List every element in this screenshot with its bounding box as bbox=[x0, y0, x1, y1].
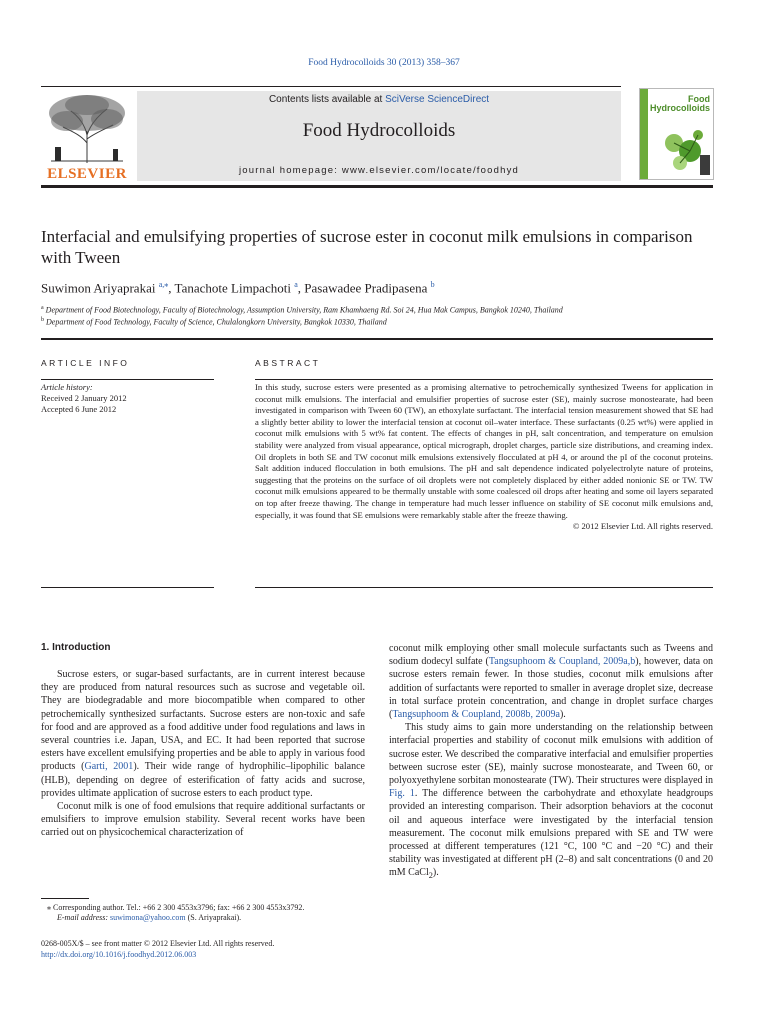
article-info-bottom-rule bbox=[41, 587, 214, 588]
body-left-column bbox=[41, 668, 365, 840]
title-block-rule bbox=[41, 338, 713, 340]
citation-link[interactable]: Garti, 2001 bbox=[84, 761, 134, 773]
contents-available-line: Contents lists available at SciVerse ScienceDirect bbox=[268, 94, 490, 105]
accepted-date: Accepted 6 June 2012 bbox=[41, 404, 117, 414]
body-right-column bbox=[389, 642, 713, 883]
publisher-name[interactable]: ELSEVIER bbox=[47, 166, 127, 182]
cover-title: Food Hydrocolloids bbox=[649, 94, 710, 113]
article-history-label: Article history: bbox=[41, 382, 93, 392]
article-title: Interfacial and emulsifying properties of sucrose ester in coconut milk emulsions in comparison with Tween bbox=[41, 227, 693, 267]
journal-homepage[interactable]: journal homepage: www.elsevier.com/locate/foodhyd bbox=[238, 165, 520, 176]
abstract-bottom-rule bbox=[255, 587, 713, 588]
footnote-rule bbox=[41, 898, 89, 899]
introduction-heading: 1. Introduction bbox=[41, 642, 111, 653]
article-info-heading: ARTICLE INFO bbox=[41, 358, 130, 368]
citation-link[interactable]: Tangsuphoom & Coupland, 2009a,b bbox=[488, 656, 636, 668]
author-affiliation-marker[interactable]: b bbox=[430, 280, 435, 289]
sciencedirect-link[interactable]: SciVerse ScienceDirect bbox=[385, 94, 490, 105]
intro-paragraph-3: coconut milk employing other small molecule surfactants such as Tweens and sodium dodecyl sulfate (Tangsuphoom & Coupland, 2009a,b), however, data on sucrose esters remain fewer. In those studies, coconut milk emulsions after addition of surfactants were reported to smaller in average droplet size, decrease in total surface protein concentration, and change in droplet surface charges (Tangsuphoom & Coupland, 2008b, 2009a). bbox=[389, 643, 714, 721]
author-name[interactable]: Tanachote Limpachoti bbox=[174, 280, 291, 296]
intro-paragraph-2: Coconut milk is one of food emulsions that require additional surfactants or emulsifiers to improve emulsion stability. Several recent works have been carried out on physicochemical characterization of bbox=[41, 801, 365, 839]
abstract-text: In this study, sucrose esters were presented as a promising alternative to petrochemically synthesized Tweens for application in coconut milk emulsions. The interfacial and emulsifier properties of sucrose ester (SE), mainly sucrose monostearate, had been investigated in comparison with Tween 60 (TW), an ethoxylate surfactant. The interfacial tension measurement showed that SE had a slightly better ability to lower the interfacial tension at coconut oil–water interface. These surfactants (0.25 wt%) were applied in coconut milk emulsions with 5 wt% fat content. The effects of changes in pH, salt concentration, and temperature on emulsion stability were analyzed from visual appearance, optical micrograph, droplet charges, particle size distributions, and creaming index. Oil droplets in both SE and TW coconut milk emulsions extensively flocculated at pH 4, or around the pI of the coconut proteins. Salt addition induced flocculation in both emulsions. The pH and salt dependence indicated polyelectrolyte nature of proteins, suggesting that the proteins on the surface of oil droplets were not completely displaced by either added nonionic SE or TW. TW coconut milk emulsions appeared to be thermally unstable with some coalesced oil drops after heating and some oil layers separated on top after freeze thawing. The change in temperature had much lesser influence on stability of SE coconut milk emulsions and, especially, it was found that SE emulsions were remarkably stable after the freeze thawing. bbox=[255, 382, 713, 520]
affiliation-a: $^a$ Department of Food Biotechnology, Faculty of Biotechnology, Assumption University, Ram Khamhaeng Rd. Soi 24, Hua Mak Campus, Bangkok 10240, Thailand bbox=[41, 305, 563, 315]
author-list: Suwimon Ariyaprakai $^{a,⁎}$, Tanachote Limpachoti $^a$, Pasawadee Pradipasena $^b$ bbox=[41, 280, 435, 296]
author-affiliation-marker[interactable]: a bbox=[294, 280, 298, 289]
abstract-rule bbox=[255, 379, 713, 380]
intro-paragraph-4: This study aims to gain more understanding on the relationship between interfacial properties and stability of coconut milk emulsions with addition of sucrose ester. We described the comparative interfacial and emulsifier properties between sucrose ester (SE), mainly sucrose monostearate, and Tween 60, or polyoxyethylene sorbitan monostearate (TW). Their structures were displayed in Fig. 1. The difference between the carbohydrate and ethoxylate headgroups provided an interesting comparison. Their adsorption behaviors at the coconut oil and aqueous interface were investigated by the interfacial tension measurement. The coconut milk emulsions prepared with SE and TW were processed at different temperatures (121 °C, 100 °C and −20 °C) and their stability was investigated at different pH (2–8) and salt concentrations (0 and 20 mM CaCl$_2$). bbox=[389, 722, 713, 881]
abstract-copyright: © 2012 Elsevier Ltd. All rights reserved. bbox=[572, 521, 713, 532]
author-name[interactable]: Pasawadee Pradipasena bbox=[304, 280, 428, 296]
cover-stripe bbox=[640, 89, 648, 179]
author-name[interactable]: Suwimon Ariyaprakai bbox=[41, 280, 156, 296]
front-matter bbox=[41, 938, 371, 960]
author-affiliation-marker[interactable]: a,⁎ bbox=[158, 280, 169, 289]
article-history bbox=[41, 382, 214, 415]
article-info-rule bbox=[41, 379, 214, 380]
author-email-link[interactable]: suwimona@yahoo.com bbox=[110, 913, 186, 922]
abstract-heading: ABSTRACT bbox=[255, 358, 321, 368]
corresponding-author-footnote: ⁎ Corresponding author. Tel.: +66 2 300 4553x3796; fax: +66 2 300 4553x3792. E-mail address: suwimona@yahoo.com (S. Ariyaprakai). bbox=[47, 903, 305, 922]
header-top-rule bbox=[41, 86, 621, 87]
cover-molecule-icon bbox=[652, 115, 712, 177]
figure-link[interactable]: Fig. 1 bbox=[389, 788, 415, 800]
header-bottom-rule bbox=[41, 185, 713, 188]
journal-name: Food Hydrocolloids bbox=[302, 120, 456, 141]
citation-link[interactable]: Tangsuphoom & Coupland, 2008b, 2009a bbox=[392, 709, 560, 721]
affiliation-b: $^b$ Department of Food Technology, Faculty of Science, Chulalongkorn University, Bangkok 10330, Thailand bbox=[41, 317, 387, 327]
journal-cover-thumbnail[interactable] bbox=[639, 88, 714, 180]
received-date: Received 2 January 2012 bbox=[41, 393, 127, 403]
abstract-body bbox=[255, 382, 713, 533]
journal-reference[interactable]: Food Hydrocolloids 30 (2013) 358–367 bbox=[308, 58, 460, 68]
doi-link[interactable]: http://dx.doi.org/10.1016/j.foodhyd.2012.06.003 bbox=[41, 950, 197, 959]
issn-line: 0268-005X/$ – see front matter © 2012 Elsevier Ltd. All rights reserved. bbox=[41, 939, 275, 948]
intro-paragraph-1: Sucrose esters, or sugar-based surfactants, are in current interest because they are produced from natural resources such as sucrose and vegetable oil. They are biodegradable and more biocompatible when compared to other petrochemically synthesized surfactants. Sucrose esters are non-toxic and safe for food and are approved as a food additive under food regulations and laws in several countries i.e. Japan, USA, and EC. It had been reported that sucrose esters have excellent emulsifying properties and be able to apply in various food products (Garti, 2001). Their wide range of hydrophilic–lipophilic balance (HLB), depending on degree of esterification of fatty acids and sucrose, provides ultimate application of sucrose esters to each product type. bbox=[41, 669, 365, 799]
